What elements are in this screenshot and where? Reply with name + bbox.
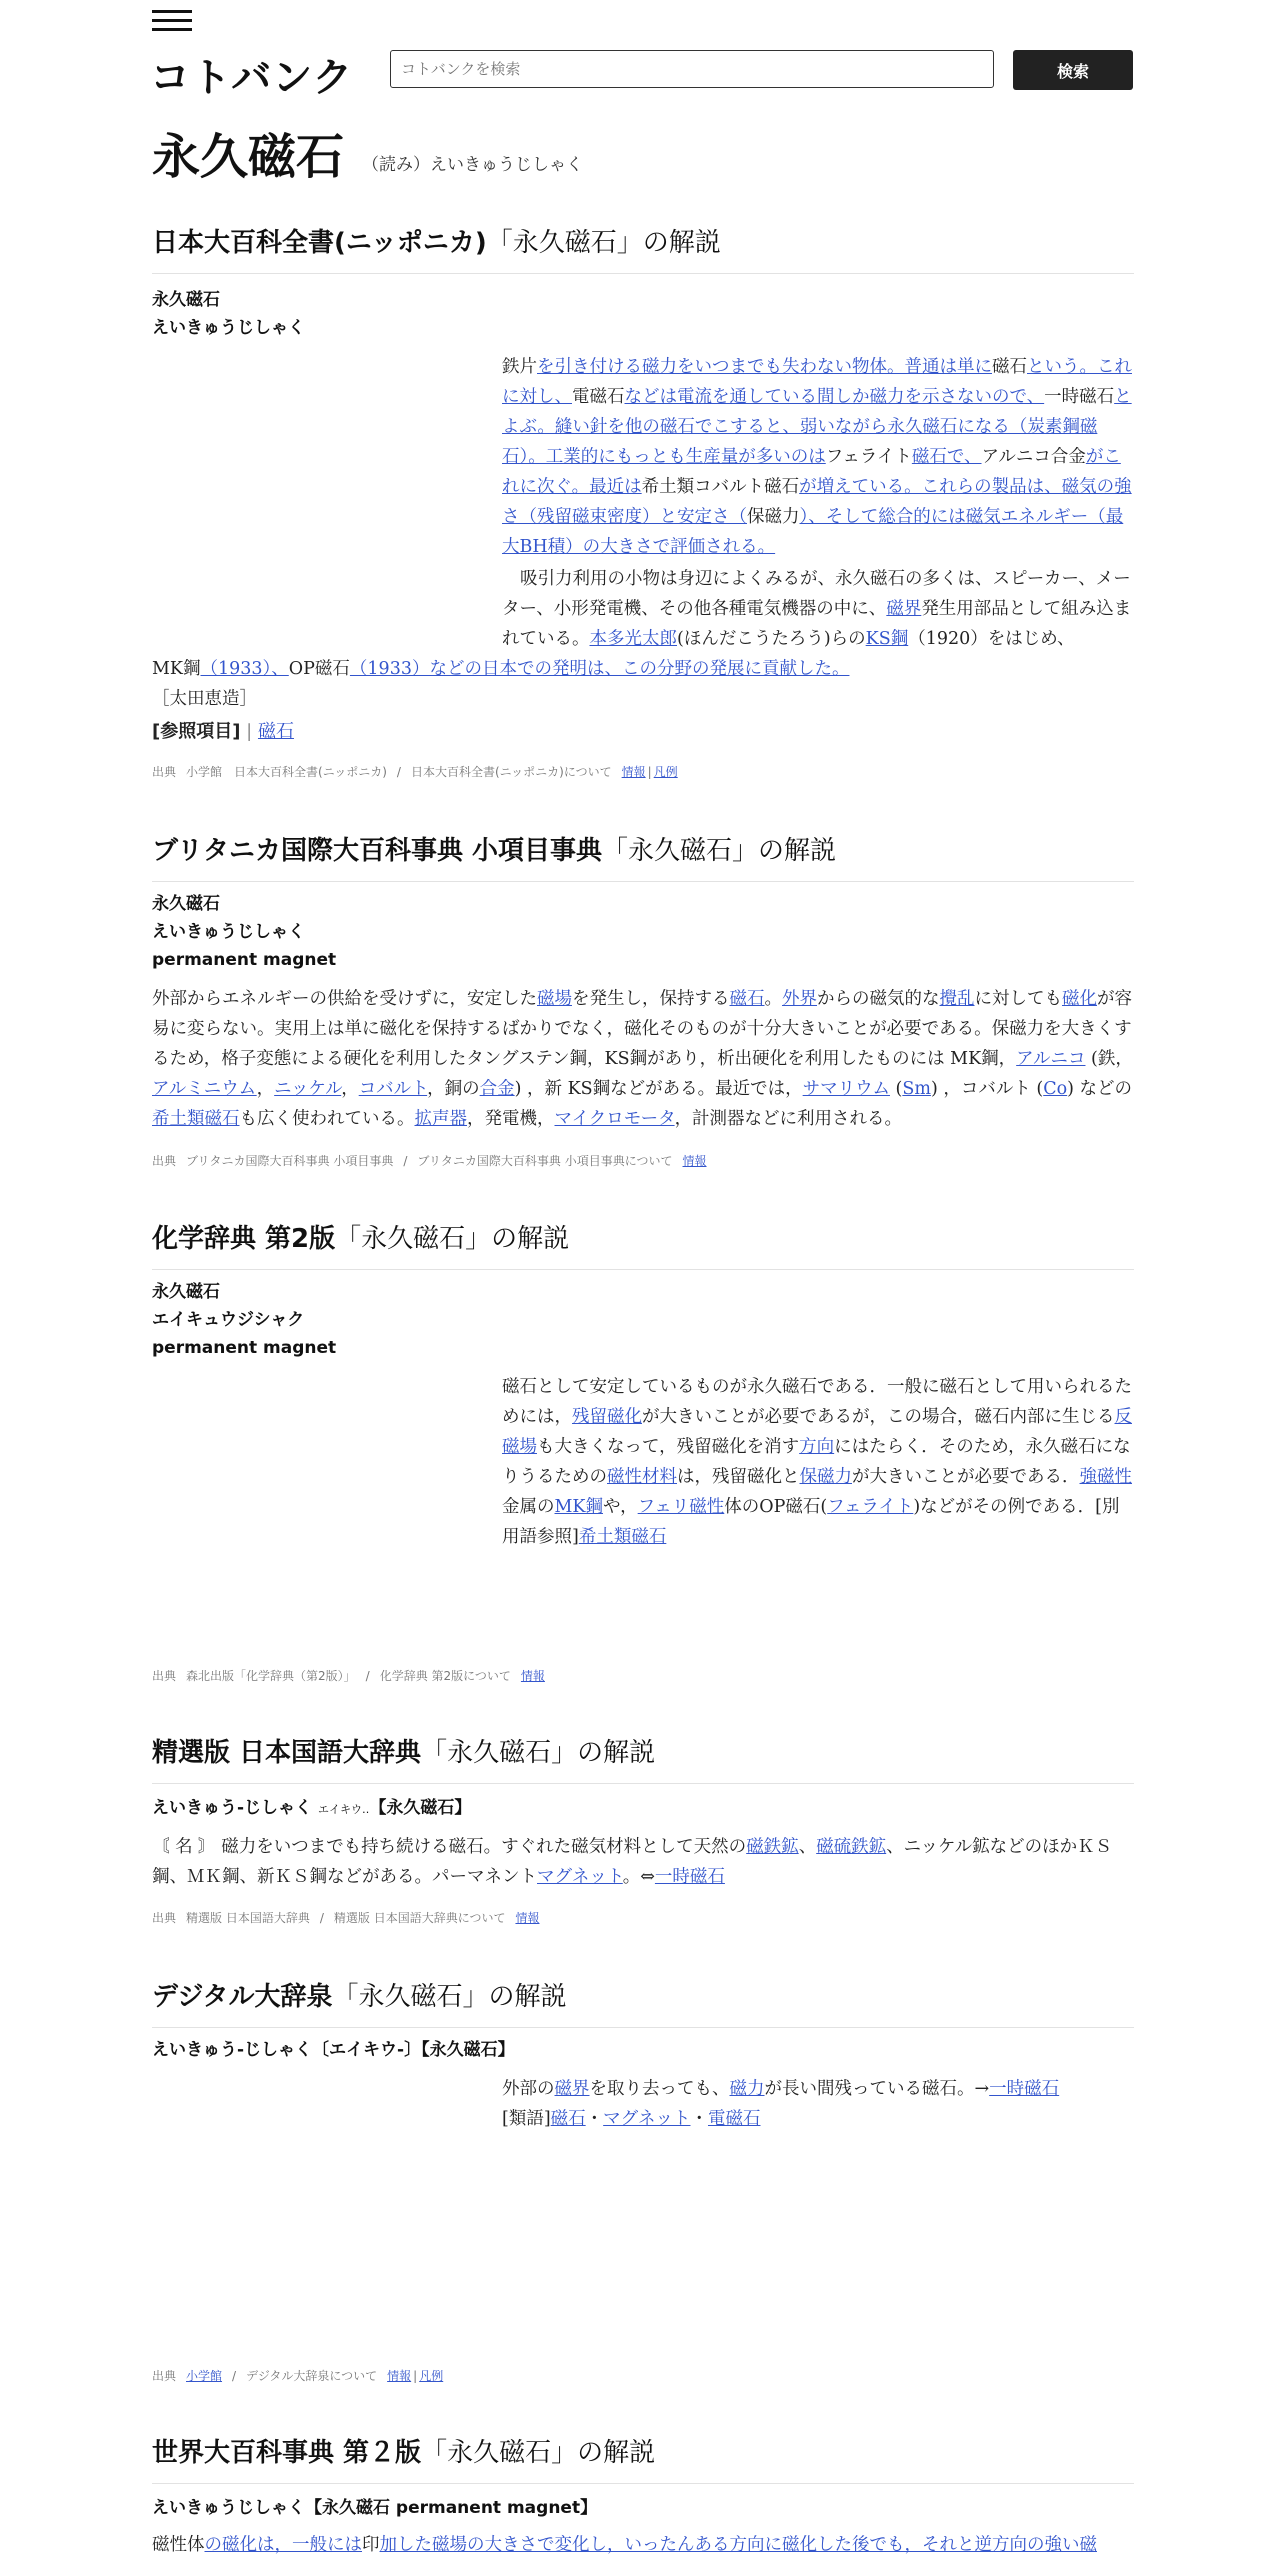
term-link[interactable]: 方向 <box>799 1437 835 1457</box>
entry-word: 永久磁石 えいきゅうじしゃく <box>152 290 305 338</box>
source-text: | <box>413 2369 418 2383</box>
source-text: 精選版 日本国語大辞典について <box>333 1911 506 1925</box>
entry-word: 永久磁石 エイキュウジシャク permanent magnet <box>152 1282 337 1358</box>
entry-text <box>152 654 1134 684</box>
source-link[interactable]: 凡例 <box>419 2369 444 2383</box>
term-link[interactable]: Co <box>1043 1079 1068 1099</box>
term-link[interactable]: 磁化 <box>1062 989 1097 1009</box>
term-link[interactable]: 磁性材料 <box>607 1467 677 1487</box>
text-run: 保磁力 <box>747 507 800 527</box>
section-heading-britannica: ブリタニカ国際大百科事典 小項目事典「永久磁石」の解説 <box>152 830 1134 882</box>
text-run: 〘 名 〙 磁力をいつまでも持ち続ける磁石。すぐれた磁気材料として天然の <box>152 1837 747 1857</box>
source-line <box>152 1667 555 1684</box>
term-link[interactable]: （1933）などの日本での発明は、この分野の発展に貢献した。 <box>349 659 850 679</box>
text-run: 発生用部品として組み込まれている。 <box>502 599 1132 649</box>
text-run: 。 <box>764 989 782 1009</box>
source-text: 森北出版「化学辞典（第2版）」 <box>186 1669 356 1683</box>
text-run: が長い間残っている磁石。→ <box>764 2079 990 2099</box>
section-heading-sekai: 世界大百科事典 第２版「永久磁石」の解説 <box>152 2432 1134 2484</box>
source-text: 出典 <box>152 1154 177 1168</box>
term-link[interactable]: がこれに次ぐ。最近は <box>502 447 1121 497</box>
term-link[interactable]: 加した磁場の大きさで変化し，いったんある方向に磁化した後でも，それと逆方向の強い磁 <box>379 2535 1097 2555</box>
page-reading: （読み）えいきゅうじしゃく <box>362 155 583 175</box>
menu-icon[interactable] <box>152 10 192 34</box>
term-link[interactable]: 強磁性 <box>1079 1467 1132 1487</box>
term-link[interactable]: ）、そして総合的には磁気エネルギー（最大BH積）の大きさで評価される。 <box>502 507 1124 557</box>
text-run: アルニコ合金 <box>981 447 1086 467</box>
text-run: ・ <box>690 2109 708 2129</box>
source-link[interactable]: 情報 <box>520 1669 545 1683</box>
term-link[interactable]: フェライト <box>827 1497 914 1517</box>
entry-text <box>152 984 1134 1134</box>
term-link[interactable]: 磁石 <box>550 2109 586 2129</box>
site-logo[interactable]: コトバンク <box>150 55 354 101</box>
term-link[interactable]: 一時磁石 <box>654 1867 725 1887</box>
term-link[interactable]: Sm <box>902 1079 931 1099</box>
source-text: | <box>647 765 652 779</box>
term-link[interactable]: アルミニウム <box>152 1079 257 1099</box>
term-link[interactable]: 磁石 <box>729 989 765 1009</box>
section-heading-nipponica: 日本大百科全書(ニッポニカ)「永久磁石」の解説 <box>152 222 1134 274</box>
text-run: 外部からエネルギーの供給を受けずに，安定した <box>152 989 537 1009</box>
term-link[interactable]: サマリウム <box>802 1079 890 1099</box>
source-text: 出典 <box>152 1669 177 1683</box>
source-line <box>152 763 688 780</box>
text-run: や， <box>603 1497 638 1517</box>
source-line <box>152 1152 717 1169</box>
term-link[interactable]: 希土類磁石 <box>578 1527 667 1547</box>
term-link[interactable]: 磁石で、 <box>911 447 982 467</box>
term-link[interactable]: マイクロモータ <box>554 1109 675 1129</box>
term-link[interactable]: （1933）、 <box>200 659 289 679</box>
synonyms <box>502 2104 1134 2134</box>
term-link[interactable]: 反磁場 <box>502 1407 1132 1457</box>
source-text: 小学館 日本大百科全書(ニッポニカ) <box>186 765 387 779</box>
text-run: ， <box>341 1079 359 1099</box>
section-heading-nikkoku: 精選版 日本国語大辞典「永久磁石」の解説 <box>152 1732 1134 1784</box>
source-link[interactable]: 情報 <box>621 765 646 779</box>
reference-link[interactable]: 磁石 <box>257 721 294 742</box>
term-link[interactable]: アルニコ <box>1016 1049 1086 1069</box>
text-run: 電磁石 <box>572 387 625 407</box>
text-run: [類語] <box>502 2109 551 2129</box>
term-link[interactable]: MK鋼 <box>554 1497 603 1517</box>
text-run: 、ニッケル鉱などのほかＫＳ鋼、ＭＫ鋼、新ＫＳ鋼などがある。パーマネント <box>152 1837 1113 1887</box>
text-run: も大きくなって，残留磁化を消す <box>537 1437 800 1457</box>
text-run: ) などの <box>1067 1079 1133 1099</box>
source-text: / <box>365 1669 370 1683</box>
source-text: / <box>319 1911 324 1925</box>
text-run: ， <box>256 1079 275 1099</box>
page-title: 永久磁石 <box>152 129 345 185</box>
text-run: MK鋼 <box>152 659 201 679</box>
term-link[interactable]: 磁硫鉄鉱 <box>816 1837 887 1857</box>
term-link[interactable]: 保磁力 <box>799 1467 852 1487</box>
source-text: / <box>396 765 401 779</box>
text-run: は，残留磁化と <box>677 1467 800 1487</box>
term-link[interactable]: 磁界 <box>554 2079 590 2099</box>
text-run: 磁石として安定しているものが永久磁石である．一般に磁石として用いられるためには， <box>502 1377 1132 1427</box>
source-text: ブリタニカ国際大百科事典 小項目事典について <box>417 1154 673 1168</box>
term-link[interactable]: の磁化は，一般には <box>204 2535 362 2555</box>
source-link[interactable]: 情報 <box>682 1154 707 1168</box>
entry-headword: えいきゅう‐じしゃく エイキウ‥【永久磁石】 <box>152 1798 472 1818</box>
term-link[interactable]: マグネット <box>537 1867 623 1887</box>
text-run: に対しても <box>974 989 1062 1009</box>
entry-text <box>152 2530 1134 2560</box>
text-run: 。⇔ <box>622 1867 655 1887</box>
entry-text <box>152 1832 1134 1892</box>
source-link[interactable]: 凡例 <box>653 765 678 779</box>
term-link[interactable]: などは電流を通している間しか磁力を示さないので、 <box>624 387 1045 407</box>
entry-text <box>502 2074 1134 2104</box>
term-link[interactable]: 磁鉄鉱 <box>746 1837 799 1857</box>
term-link[interactable]: フェリ磁性 <box>637 1497 725 1517</box>
source-text: / <box>232 2369 237 2383</box>
text-run: )などがその例である．[別用語参照] <box>502 1497 1120 1547</box>
term-link[interactable]: が増えている。これらの製品は、磁気の強さ（残留磁束密度）と安定さ（ <box>502 477 1132 527</box>
term-link[interactable]: 磁界 <box>886 599 922 619</box>
entry-word: 永久磁石 えいきゅうじしゃく permanent magnet <box>152 894 337 970</box>
term-link[interactable]: 残留磁化 <box>572 1407 642 1427</box>
text-run: ( <box>889 1079 903 1099</box>
term-link[interactable]: 磁力 <box>729 2079 765 2099</box>
reference-items: [参照項目] | 磁石 <box>152 721 294 742</box>
term-link[interactable]: マグネット <box>603 2109 691 2129</box>
text-run: OP磁石 <box>288 659 350 679</box>
term-link[interactable]: 希土類磁石 <box>152 1109 240 1129</box>
text-run: (鉄， <box>1085 1049 1133 1069</box>
source-text: 出典 <box>152 2369 177 2383</box>
source-link[interactable]: 情報 <box>387 2369 412 2383</box>
entry-text <box>502 1372 1134 1552</box>
section-heading-daijisen: デジタル大辞泉「永久磁石」の解説 <box>152 1976 1134 2028</box>
text-run: 吸引力利用の小物は身辺によくみるが、永久磁石の多くは、スピーカー、メーター、小形発電機、その他各種電気機器の中に、 <box>502 569 1131 619</box>
term-link[interactable]: 電磁石 <box>707 2109 761 2129</box>
term-link[interactable]: とよぶ。縫い針を他の磁石でこすると、弱いながら永久磁石になる（炭素鋼磁石）。工業的にもっとも生産量が多いのは <box>502 387 1132 467</box>
text-run: 磁石 <box>992 357 1027 377</box>
entry-text <box>502 564 1134 654</box>
text-run: ) ，新 KS鋼などがある。最近では， <box>514 1079 803 1099</box>
text-run: (ほんだこうたろう)らの <box>677 629 866 649</box>
text-run: ，発電機， <box>467 1109 555 1129</box>
text-run: 希土類コバルト磁石 <box>641 477 800 497</box>
source-text: 日本大百科全書(ニッポニカ)について <box>410 765 612 779</box>
text-run: （1920）をはじめ、 <box>908 629 1075 649</box>
text-run: 体のOP磁石( <box>724 1497 828 1517</box>
term-link[interactable]: KS鋼 <box>865 629 909 649</box>
source-text: デジタル大辞泉について <box>246 2369 378 2383</box>
text-run: を発生し，保持する <box>572 989 730 1009</box>
text-run: ，銅の <box>427 1079 480 1099</box>
entry-text <box>502 352 1134 562</box>
source-link[interactable]: 情報 <box>515 1911 540 1925</box>
source-text: 出典 <box>152 765 177 779</box>
search-button[interactable]: 検索 <box>1013 50 1133 90</box>
term-link[interactable]: 攪乱 <box>939 989 975 1009</box>
source-text: / <box>403 1154 408 1168</box>
text-run: を取り去っても、 <box>589 2079 730 2099</box>
source-text: 化学辞典 第2版について <box>379 1669 511 1683</box>
text-run: 、 <box>798 1837 817 1857</box>
term-link[interactable]: という。これに対し、 <box>502 357 1132 407</box>
text-run: 印 <box>362 2535 380 2555</box>
source-text: 出典 <box>152 1911 177 1925</box>
term-link[interactable]: ニッケル <box>274 1079 342 1099</box>
text-run: 外部の <box>502 2079 555 2099</box>
text-run: が大きいことが必要である． <box>852 1467 1080 1487</box>
text-run: ) ，コバルト ( <box>930 1079 1044 1099</box>
term-link[interactable]: 合金 <box>479 1079 515 1099</box>
source-line <box>152 1909 549 1926</box>
text-run: 一時磁石 <box>1044 387 1115 407</box>
text-run: ，計測器などに利用される。 <box>674 1109 903 1129</box>
text-run: が大きいことが必要であるが，この場合，磁石内部に生じる <box>642 1407 1115 1427</box>
entry-headword: えいきゅう‐じしゃく〔エイキウ‐〕【永久磁石】 <box>152 2040 515 2060</box>
term-link[interactable]: 拡声器 <box>414 1109 467 1129</box>
term-link[interactable]: 磁場 <box>537 989 572 1009</box>
term-link[interactable]: 一時磁石 <box>989 2079 1060 2099</box>
text-run: 磁性体 <box>152 2535 205 2555</box>
author: ［太田恵造］ <box>152 689 257 709</box>
term-link[interactable]: 本多光太郎 <box>589 629 677 649</box>
text-run: 鉄片 <box>502 357 537 377</box>
section-heading-chemistry: 化学辞典 第2版「永久磁石」の解説 <box>152 1218 1134 1270</box>
text-run: ・ <box>585 2109 604 2129</box>
search-input[interactable] <box>390 50 994 88</box>
term-link[interactable]: を引き付ける磁力をいつまでも失わない物体。普通は単に <box>537 357 992 377</box>
entry-headword: えいきゅうじしゃく【永久磁石 permanent magnet】 <box>152 2498 598 2518</box>
source-text: 精選版 日本国語大辞典 <box>186 1911 310 1925</box>
text-run: が容易に変らない。実用上は単に磁化を保持するばかりでなく，磁化そのものが十分大きいことが必要である。保磁力を大きくするため，格子変態による硬化を利用したタングステン鋼，KS鋼があり，析出硬化を利用したものには MK鋼， <box>152 989 1132 1069</box>
term-link[interactable]: コバルト <box>358 1079 428 1099</box>
text-run: フェライト <box>825 447 912 467</box>
source-link[interactable]: 小学館 <box>186 2369 223 2383</box>
term-link[interactable]: 外界 <box>782 989 817 1009</box>
text-run: も広く使われている。 <box>239 1109 415 1129</box>
text-run: からの磁気的な <box>817 989 940 1009</box>
text-run: 金属の <box>502 1497 555 1517</box>
source-line <box>152 2367 453 2384</box>
text-run: にはたらく．そのため，永久磁石になりうるための <box>502 1437 1131 1487</box>
source-text: ブリタニカ国際大百科事典 小項目事典 <box>186 1154 394 1168</box>
